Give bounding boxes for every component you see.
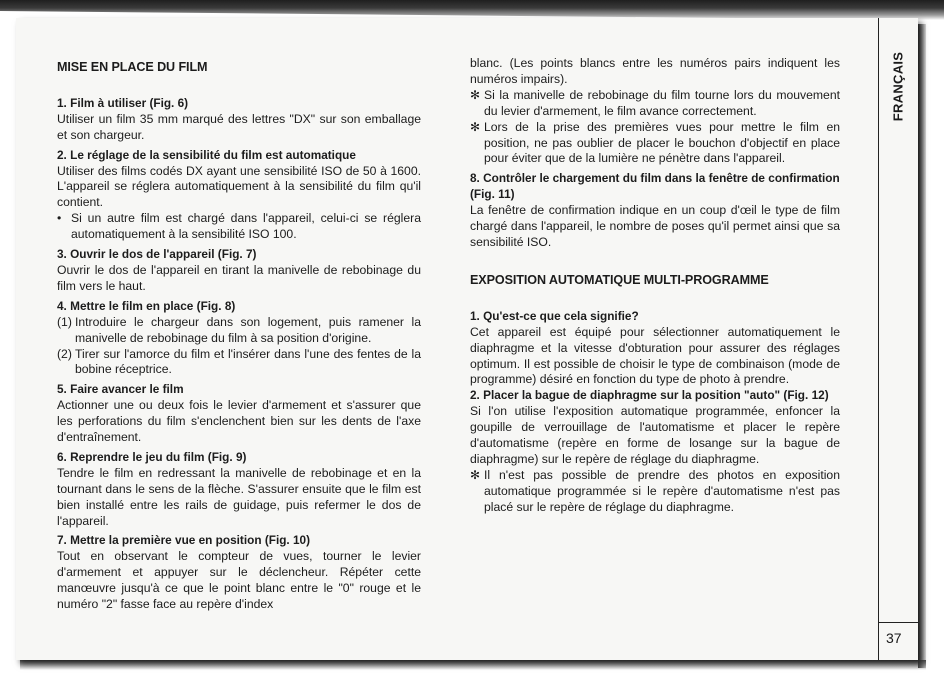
program-step-2-heading: 2. Placer la bague de diaphragme sur la position "auto" (Fig. 12) bbox=[470, 388, 829, 403]
right-column bbox=[470, 56, 840, 516]
asterisk-icon: ✻ bbox=[470, 119, 481, 134]
step-3-heading: 3. Ouvrir le dos de l'appareil (Fig. 7) bbox=[57, 247, 257, 262]
step-8-heading: 8. Contrôler le chargement du film dans la fenêtre de confirmation (Fig. 11) bbox=[470, 171, 840, 202]
step-7-text: Tout en observant le compteur de vues, tourner le levier d'armement et appuyer sur le déclencheur. Répéter cette manœuvre jusqu'à ce que le point blanc entre le "0" rouge et le numéro "2" fasse face au repère d'index bbox=[57, 549, 421, 612]
note-3 bbox=[470, 468, 840, 516]
item-number: (2) bbox=[57, 346, 72, 361]
section-title-film-loading: MISE EN PLACE DU FILM bbox=[57, 60, 208, 74]
step-6-text: Tendre le film en redressant la manivelle de rebobinage et en la tournant dans le sens de la flèche. S'assurer ensuite que le film est bien installé entre les rails de guidage, puis refermer le dos de l'appareil. bbox=[57, 465, 421, 528]
program-step-2-text: Si l'on utilise l'exposition automatique programmée, enfoncer la goupille de verrouillage de l'automatisme et placer le repère d'automatisme (repère en forme de losange sur la bague de diaphragme) sur le repère de réglage du diaphragme. bbox=[470, 404, 840, 466]
page-bottom-shadow bbox=[20, 660, 926, 670]
step-5-text: Actionner une ou deux fois le levier d'armement et s'assurer que les perforations du film s'enclenchent bien sur les dents de l'axe d'entraînement. bbox=[57, 398, 421, 445]
note-3-text: Il n'est pas possible de prendre des photos en exposition automatique programmée si le repère d'automatisme n'est pas placé sur le repère de réglage du diaphragme. bbox=[484, 467, 840, 514]
step-1-heading: 1. Film à utiliser (Fig. 6) bbox=[57, 95, 189, 110]
asterisk-icon: ✻ bbox=[470, 87, 481, 102]
step-3-text: Ouvrir le dos de l'appareil en tirant la manivelle de rebobinage du film vers le haut. bbox=[57, 262, 421, 293]
step-4-heading: 4. Mettre le film en place (Fig. 8) bbox=[57, 298, 236, 313]
language-tab-label: FRANÇAIS bbox=[890, 51, 906, 121]
note-1-text: Si la manivelle de rebobinage du film tourne lors du mouvement du levier d'armement, le film avance correctement. bbox=[484, 87, 840, 118]
scan-top-edge bbox=[0, 0, 944, 20]
page-number: 37 bbox=[886, 630, 902, 646]
note-1 bbox=[470, 88, 840, 120]
step-6-heading: 6. Reprendre le jeu du film (Fig. 9) bbox=[57, 449, 247, 464]
page-number-rule bbox=[878, 622, 918, 623]
language-tab bbox=[884, 36, 912, 136]
step-4-item-2 bbox=[57, 347, 421, 379]
asterisk-icon: ✻ bbox=[470, 467, 481, 482]
step-4-item-2-text: Tirer sur l'amorce du film et l'insérer dans l'une des fentes de la bobine réceptrice. bbox=[75, 346, 421, 377]
step-5-heading: 5. Faire avancer le film bbox=[57, 382, 184, 397]
margin-rule bbox=[878, 18, 879, 660]
step-2-bullet bbox=[57, 211, 421, 243]
step-7-heading: 7. Mettre la première vue en position (Fig. 10) bbox=[57, 533, 311, 548]
program-step-1-text: Cet appareil est équipé pour sélectionner automatiquement le diaphragme et la vitesse d'obturation pour assurer des réglages optimum. Il est possible de choisir le type de combinaison (mode de programme) désiré en fonction du type de photo à prendre. bbox=[470, 324, 840, 387]
step-4-item-1-text: Introduire le chargeur dans son logement, puis ramener la manivelle de rebobinage du film à sa position d'origine. bbox=[75, 314, 421, 345]
step-2-heading: 2. Le réglage de la sensibilité du film est automatique bbox=[57, 147, 356, 162]
step-2-text: Utiliser des films codés DX ayant une sensibilité ISO de 50 à 1600. L'appareil se réglera automatiquement à la sensibilité du film qu'il contient. bbox=[57, 163, 421, 210]
page-right-shadow bbox=[918, 24, 926, 668]
step-7-continued-text: blanc. (Les points blancs entre les numéros pairs indiquent les numéros impairs). bbox=[470, 56, 840, 86]
note-2-text: Lors de la prise des premières vues pour mettre le film en position, ne pas oublier de placer le bouchon d'objectif en place pour éviter que de la lumière ne pénètre dans l'appareil. bbox=[484, 119, 840, 166]
bullet-icon: • bbox=[57, 211, 62, 226]
step-8-text: La fenêtre de confirmation indique en un coup d'œil le type de film chargé dans l'appareil, le nombre de poses qu'il permet ainsi que sa sensibilité ISO. bbox=[470, 203, 840, 249]
step-4-item-1 bbox=[57, 315, 421, 347]
step-1-text: Utiliser un film 35 mm marqué des lettres "DX" sur son emballage et son chargeur. bbox=[57, 111, 421, 142]
program-step-1-heading: 1. Qu'est-ce que cela signifie? bbox=[470, 308, 639, 323]
section-title-auto-exposure: EXPOSITION AUTOMATIQUE MULTI-PROGRAMME bbox=[470, 272, 769, 287]
left-column bbox=[57, 60, 421, 613]
item-number: (1) bbox=[57, 314, 72, 329]
step-2-bullet-text: Si un autre film est chargé dans l'appareil, celui-ci se réglera automatiquement à la sensibilité ISO 100. bbox=[71, 211, 421, 242]
note-2 bbox=[470, 120, 840, 168]
